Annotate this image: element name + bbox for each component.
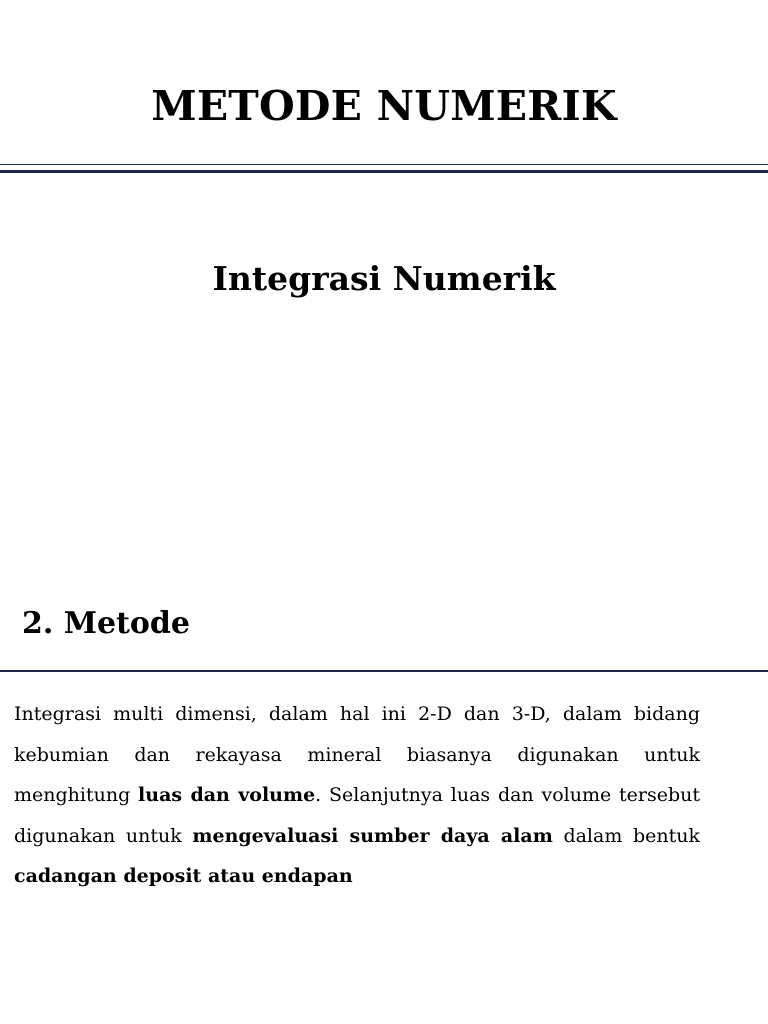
slide-subtitle: Integrasi Numerik (212, 259, 556, 298)
paragraph-bold-1: luas dan volume (138, 784, 316, 806)
paragraph-text-3: dalam bentuk (552, 824, 700, 847)
section-divider (0, 670, 768, 672)
page-title: METODE NUMERIK (151, 82, 617, 130)
body-paragraph (14, 694, 700, 897)
header-divider (0, 164, 768, 174)
header-divider-thin-line (0, 164, 768, 165)
paragraph-text-2: . Selanjutnya luas dan volume tersebut digunakan untuk (14, 784, 700, 847)
header-divider-thick-line (0, 170, 768, 173)
section-heading: 2. Metode (22, 606, 190, 641)
paragraph-bold-3: cadangan deposit atau endapan (14, 865, 353, 887)
paragraph-text-1: Integrasi multi dimensi, dalam hal ini 2-D dan 3-D, dalam bidang kebumian dan rekayasa mineral biasanya digunakan untuk menghitung (14, 703, 700, 806)
paragraph-bold-2: mengevaluasi sumber daya alam (192, 824, 553, 847)
